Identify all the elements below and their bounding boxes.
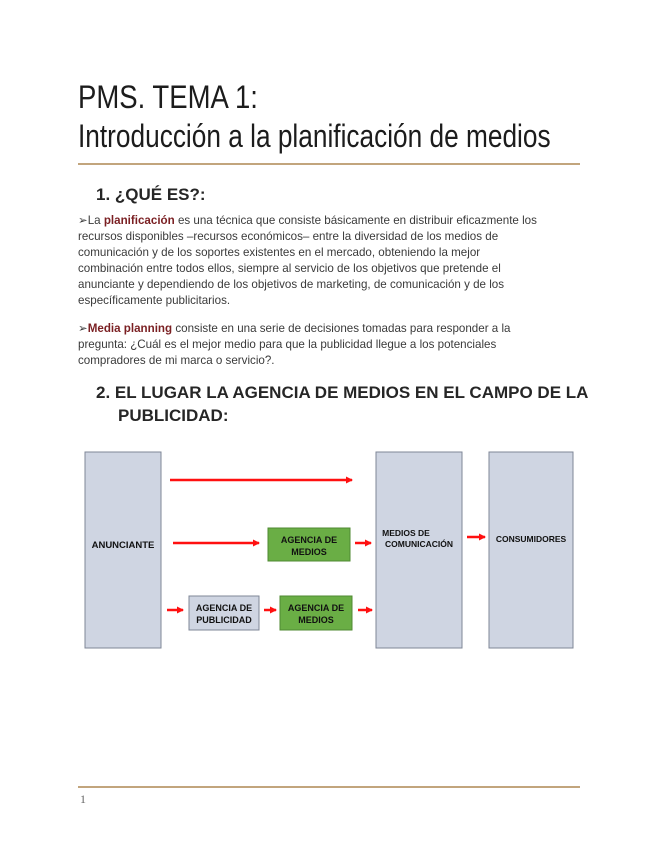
para1-line-2: recursos disponibles –recursos económicos– entre la diversidad de los medios de xyxy=(78,230,499,243)
page-number: 1 xyxy=(80,792,86,806)
bullet-arrow: ➢ xyxy=(78,214,88,227)
section-1-heading: 1. ¿QUÉ ES?: xyxy=(96,185,206,204)
para1-line-5: anunciante y dependiendo de los objetivos de marketing, de comunicación y de los xyxy=(78,278,505,291)
medios-comunicacion-box xyxy=(376,452,462,648)
para2-text: consiste en una serie de decisiones tomadas para responder a la xyxy=(172,322,511,335)
para2-line-3: compradores de mi marca o servicio?. xyxy=(78,354,275,367)
para2-line-2: pregunta: ¿Cuál es el mejor medio para que la publicidad llegue a los potenciales xyxy=(78,338,497,351)
agencia-medios-1-line-2: MEDIOS xyxy=(291,547,327,557)
consumidores-box xyxy=(489,452,573,648)
section-2-heading-line-1: 2. EL LUGAR LA AGENCIA DE MEDIOS EN EL CAMPO DE LA xyxy=(96,383,589,402)
agencia-medios-2-line-2: MEDIOS xyxy=(298,615,334,625)
section-2-heading-line-2: PUBLICIDAD: xyxy=(118,406,229,425)
keyword-planificacion: planificación xyxy=(103,214,175,227)
para1-text: es una técnica que consiste básicamente en distribuir eficazmente los xyxy=(174,214,537,227)
agencia-publicidad-line-2: PUBLICIDAD xyxy=(196,615,252,625)
page-subtitle: Introducción a la planificación de medios xyxy=(78,118,551,154)
para1-line-6: específicamente publicitarios. xyxy=(78,294,231,307)
keyword-media-planning: Media planning xyxy=(87,322,173,335)
bullet-arrow: ➢ xyxy=(78,322,88,335)
agencia-publicidad-line-1: AGENCIA DE xyxy=(195,603,253,613)
para1-prefix: La xyxy=(87,214,104,227)
agencia-medios-2-line-1: AGENCIA DE xyxy=(287,603,345,613)
medios-label-line-1: MEDIOS DE xyxy=(382,528,430,538)
page-title: PMS. TEMA 1: xyxy=(78,79,258,115)
consumidores-label: CONSUMIDORES xyxy=(495,534,567,544)
para1-line-4: combinación entre todos ellos, siempre al servicio de los objetivos que pretende el xyxy=(78,262,501,275)
anunciante-label: ANUNCIANTE xyxy=(91,540,155,551)
para1-line-3: comunicación y de los soportes existentes en el mercado, obteniendo la mejor xyxy=(78,246,481,259)
footer-rule xyxy=(78,786,580,788)
agencia-medios-1-line-1: AGENCIA DE xyxy=(280,535,338,545)
medios-label-line-2: COMUNICACIÓN xyxy=(385,539,453,549)
